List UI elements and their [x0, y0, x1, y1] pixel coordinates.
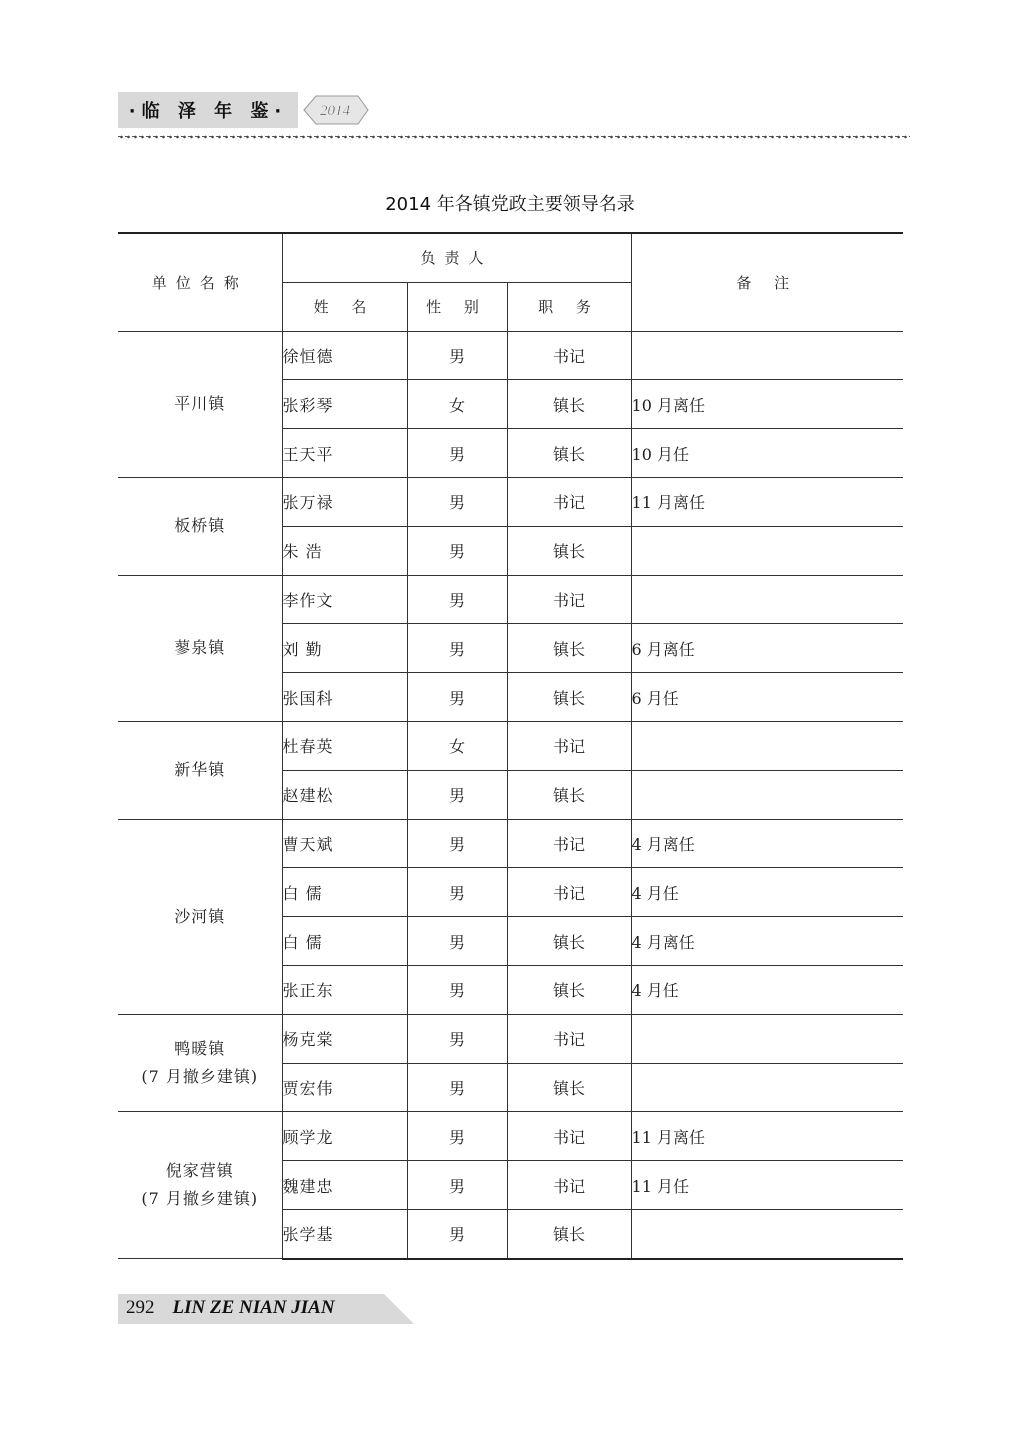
- job-title: 镇长: [507, 770, 631, 819]
- person-name: 杜春英: [282, 721, 407, 770]
- job-title: 镇长: [507, 1063, 631, 1112]
- remark: [631, 1063, 903, 1112]
- unit-name: 平川镇: [174, 394, 226, 414]
- remark: 6 月离任: [631, 624, 903, 673]
- gender: 男: [407, 819, 507, 868]
- unit-name-cell: [118, 477, 282, 575]
- unit-name: 沙河镇: [174, 906, 226, 926]
- person-name: 贾宏伟: [282, 1063, 407, 1112]
- unit-name: 倪家营镇: [165, 1161, 234, 1181]
- footer-brand: LIN ZE NIAN JIAN: [172, 1297, 335, 1318]
- unit-name-cell: [118, 1014, 282, 1112]
- remark: 4 月离任: [631, 819, 903, 868]
- gender: 男: [407, 1063, 507, 1112]
- leaders-table: [118, 232, 903, 1260]
- table-row: [118, 477, 903, 526]
- gender: 男: [407, 1161, 507, 1210]
- person-name: 张国科: [282, 673, 407, 722]
- table-row: [118, 1112, 903, 1161]
- gender: 男: [407, 673, 507, 722]
- gender: 男: [407, 868, 507, 917]
- header-title: 职 务: [507, 282, 631, 331]
- gender: 男: [407, 1014, 507, 1063]
- job-title: 镇长: [507, 965, 631, 1014]
- remark: [631, 1209, 903, 1258]
- job-title: 镇长: [507, 526, 631, 575]
- job-title: 书记: [507, 477, 631, 526]
- unit-name: 新华镇: [174, 760, 226, 780]
- page-title: 2014 年各镇党政主要领导名录: [385, 194, 635, 215]
- gender: 男: [407, 624, 507, 673]
- remark: 4 月离任: [631, 917, 903, 966]
- job-title: 镇长: [507, 380, 631, 429]
- job-title: 镇长: [507, 1209, 631, 1258]
- person-name: 张彩琴: [282, 380, 407, 429]
- leaders-table-body: [118, 331, 903, 1259]
- job-title: 书记: [507, 721, 631, 770]
- job-title: 书记: [507, 819, 631, 868]
- gender: 女: [407, 380, 507, 429]
- person-name: 曹天斌: [282, 819, 407, 868]
- year-badge: [300, 94, 370, 126]
- gender: 男: [407, 1112, 507, 1161]
- remark: 11 月离任: [631, 477, 903, 526]
- year-badge-text: 2014: [320, 103, 350, 119]
- gender: 男: [407, 770, 507, 819]
- remark: [631, 575, 903, 624]
- person-name: 白 儒: [282, 917, 407, 966]
- person-name: 杨克棠: [282, 1014, 407, 1063]
- remark: 6 月任: [631, 673, 903, 722]
- person-name: 朱 浩: [282, 526, 407, 575]
- remark: [631, 526, 903, 575]
- person-name: 张正东: [282, 965, 407, 1014]
- job-title: 书记: [507, 1161, 631, 1210]
- unit-note: (7 月撤乡建镇): [141, 1067, 259, 1087]
- header-person-group: 负责人: [282, 233, 631, 282]
- running-header-label: ·临 泽 年 鉴·: [118, 92, 298, 128]
- table-row: [118, 819, 903, 868]
- remark: [631, 1014, 903, 1063]
- gender: 男: [407, 477, 507, 526]
- gender: 男: [407, 429, 507, 478]
- table-row: [118, 1014, 903, 1063]
- header-rule: [118, 134, 910, 140]
- unit-name: 板桥镇: [174, 516, 226, 536]
- person-name: 王天平: [282, 429, 407, 478]
- page-number: 292: [126, 1297, 155, 1318]
- remark: 11 月任: [631, 1161, 903, 1210]
- remark: 10 月离任: [631, 380, 903, 429]
- person-name: 张万禄: [282, 477, 407, 526]
- job-title: 书记: [507, 331, 631, 380]
- unit-name: 鸭暖镇: [174, 1039, 226, 1059]
- gender: 女: [407, 721, 507, 770]
- table-row: [118, 331, 903, 380]
- remark: 4 月任: [631, 965, 903, 1014]
- person-name: 李作文: [282, 575, 407, 624]
- footer: [126, 1297, 335, 1319]
- remark: [631, 331, 903, 380]
- job-title: 书记: [507, 575, 631, 624]
- header-unit: 单位名称: [118, 233, 282, 331]
- person-name: 刘 勤: [282, 624, 407, 673]
- unit-name-cell: [118, 721, 282, 819]
- unit-name: 蓼泉镇: [174, 638, 226, 658]
- gender: 男: [407, 965, 507, 1014]
- remark: [631, 721, 903, 770]
- gender: 男: [407, 526, 507, 575]
- remark: 10 月任: [631, 429, 903, 478]
- table-row: [118, 575, 903, 624]
- job-title: 书记: [507, 868, 631, 917]
- remark: [631, 770, 903, 819]
- header-remark: 备 注: [631, 233, 903, 331]
- unit-note: (7 月撤乡建镇): [141, 1189, 259, 1209]
- person-name: 魏建忠: [282, 1161, 407, 1210]
- remark: 11 月离任: [631, 1112, 903, 1161]
- person-name: 徐恒德: [282, 331, 407, 380]
- job-title: 镇长: [507, 673, 631, 722]
- job-title: 书记: [507, 1014, 631, 1063]
- job-title: 书记: [507, 1112, 631, 1161]
- unit-name-cell: [118, 575, 282, 721]
- gender: 男: [407, 331, 507, 380]
- person-name: 顾学龙: [282, 1112, 407, 1161]
- gender: 男: [407, 1209, 507, 1258]
- gender: 男: [407, 575, 507, 624]
- person-name: 赵建松: [282, 770, 407, 819]
- job-title: 镇长: [507, 917, 631, 966]
- table-row: [118, 721, 903, 770]
- person-name: 张学基: [282, 1209, 407, 1258]
- header-gender: 性 别: [407, 282, 507, 331]
- unit-name-cell: [118, 1112, 282, 1259]
- header-name: 姓 名: [282, 282, 407, 331]
- unit-name-cell: [118, 819, 282, 1014]
- remark: 4 月任: [631, 868, 903, 917]
- gender: 男: [407, 917, 507, 966]
- job-title: 镇长: [507, 624, 631, 673]
- person-name: 白 儒: [282, 868, 407, 917]
- job-title: 镇长: [507, 429, 631, 478]
- unit-name-cell: [118, 331, 282, 477]
